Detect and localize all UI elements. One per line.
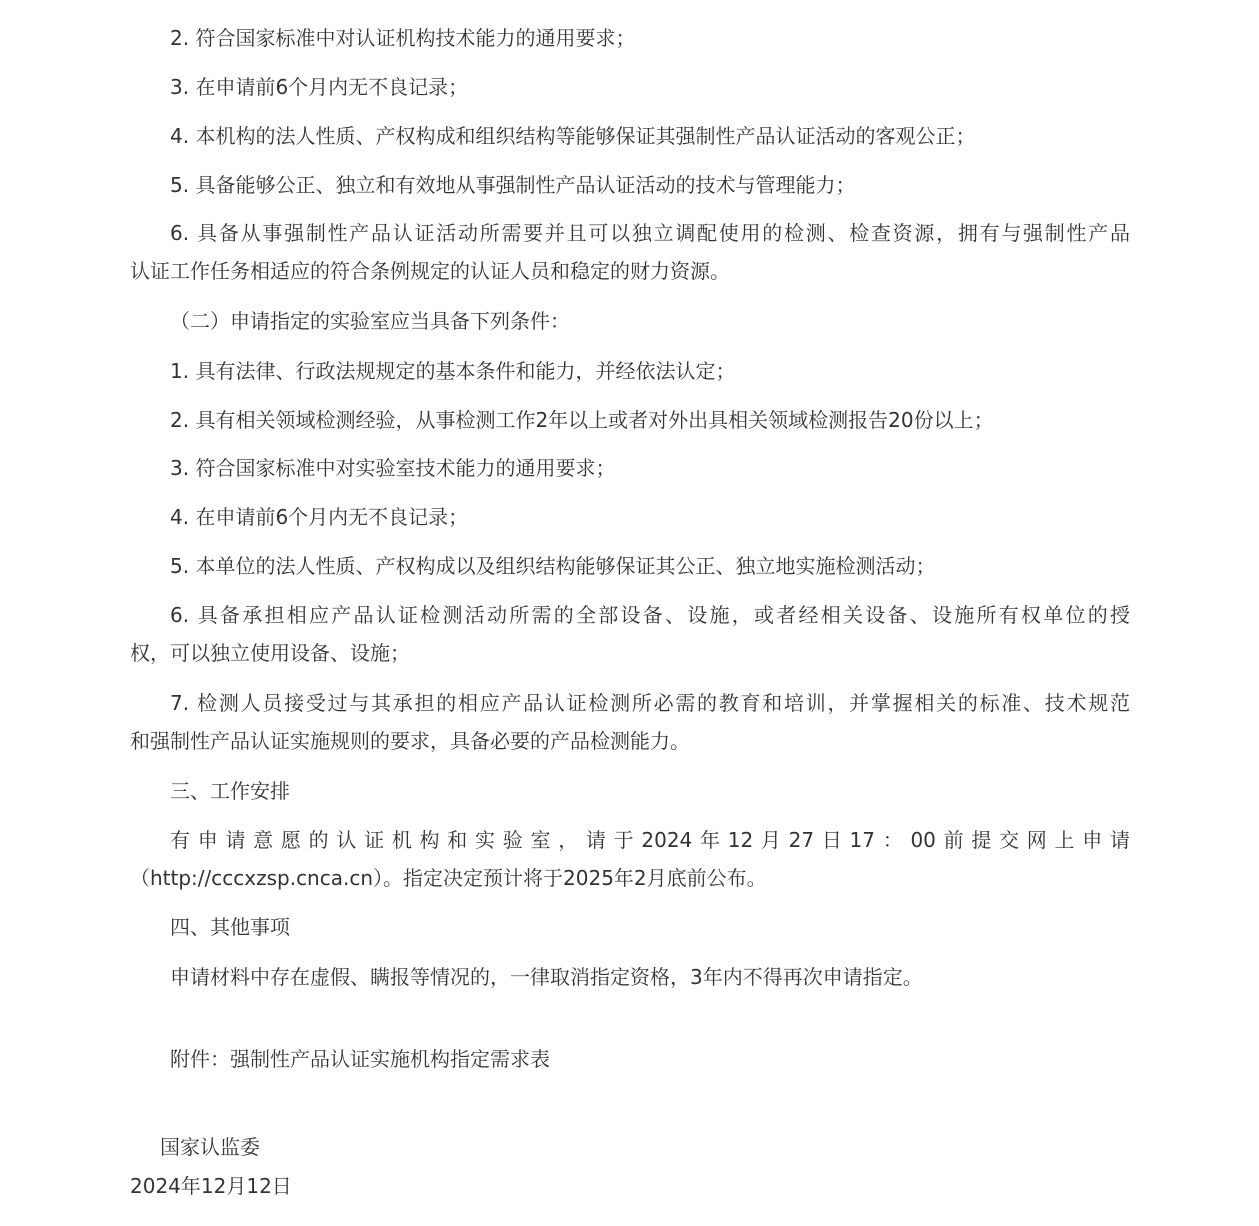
attachment-note: 附件：强制性产品认证实施机构指定需求表 <box>170 1047 550 1071</box>
paragraph-other-matters: 申请材料中存在虚假、瞒报等情况的，一律取消指定资格，3年内不得再次申请指定。 <box>170 965 923 989</box>
paragraph-line: 权，可以独立使用设备、设施； <box>130 641 410 665</box>
paragraph-line: 6. 具备从事强制性产品认证活动所需要并且可以独立调配使用的检测、检查资源，拥有与强制性产品 <box>170 221 1130 245</box>
paragraph-line: 7. 检测人员接受过与其承担的相应产品认证检测所必需的教育和培训，并掌握相关的标准、技术规范 <box>170 691 1130 715</box>
paragraph-line: 6. 具备承担相应产品认证检测活动所需的全部设备、设施，或者经相关设备、设施所有权单位的授 <box>170 603 1130 627</box>
paragraph-line: 和强制性产品认证实施规则的要求，具备必要的产品检测能力。 <box>130 729 690 753</box>
section-heading-work-arrangement: 三、工作安排 <box>170 779 290 803</box>
section-heading-lab-conditions: （二）申请指定的实验室应当具备下列条件： <box>170 309 570 333</box>
paragraph-line: 有申请意愿的认证机构和实验室，请于2024年12月27日17：00前提交网上申请 <box>170 828 1130 852</box>
paragraph-lab-req-4: 4. 在申请前6个月内无不良记录； <box>170 505 469 529</box>
paragraph-lab-req-3: 3. 符合国家标准中对实验室技术能力的通用要求； <box>170 456 616 480</box>
paragraph-lab-req-6 <box>130 596 1130 672</box>
signature-date: 2024年12月12日 <box>130 1174 292 1198</box>
paragraph-lab-req-5: 5. 本单位的法人性质、产权构成以及组织结构能够保证其公正、独立地实施检测活动； <box>170 554 936 578</box>
paragraph-line: 认证工作任务相适应的符合条例规定的认证人员和稳定的财力资源。 <box>130 259 730 283</box>
paragraph-lab-req-7 <box>130 684 1130 760</box>
paragraph-cert-body-req-2: 2. 符合国家标准中对认证机构技术能力的通用要求； <box>170 26 636 50</box>
section-heading-other-matters: 四、其他事项 <box>170 915 290 939</box>
paragraph-cert-body-req-5: 5. 具备能够公正、独立和有效地从事强制性产品认证活动的技术与管理能力； <box>170 173 856 197</box>
paragraph-cert-body-req-6 <box>130 214 1130 290</box>
paragraph-work-arrangement <box>130 821 1130 897</box>
paragraph-cert-body-req-4: 4. 本机构的法人性质、产权构成和组织结构等能够保证其强制性产品认证活动的客观公正； <box>170 124 976 148</box>
paragraph-line: （http://cccxzsp.cnca.cn）。指定决定预计将于2025年2月底前公布。 <box>130 866 767 890</box>
paragraph-lab-req-2: 2. 具有相关领域检测经验，从事检测工作2年以上或者对外出具相关领域检测报告20份以上； <box>170 408 994 432</box>
signature-org: 国家认监委 <box>160 1135 260 1159</box>
paragraph-lab-req-1: 1. 具有法律、行政法规规定的基本条件和能力，并经依法认定； <box>170 359 736 383</box>
paragraph-cert-body-req-3: 3. 在申请前6个月内无不良记录； <box>170 75 469 99</box>
